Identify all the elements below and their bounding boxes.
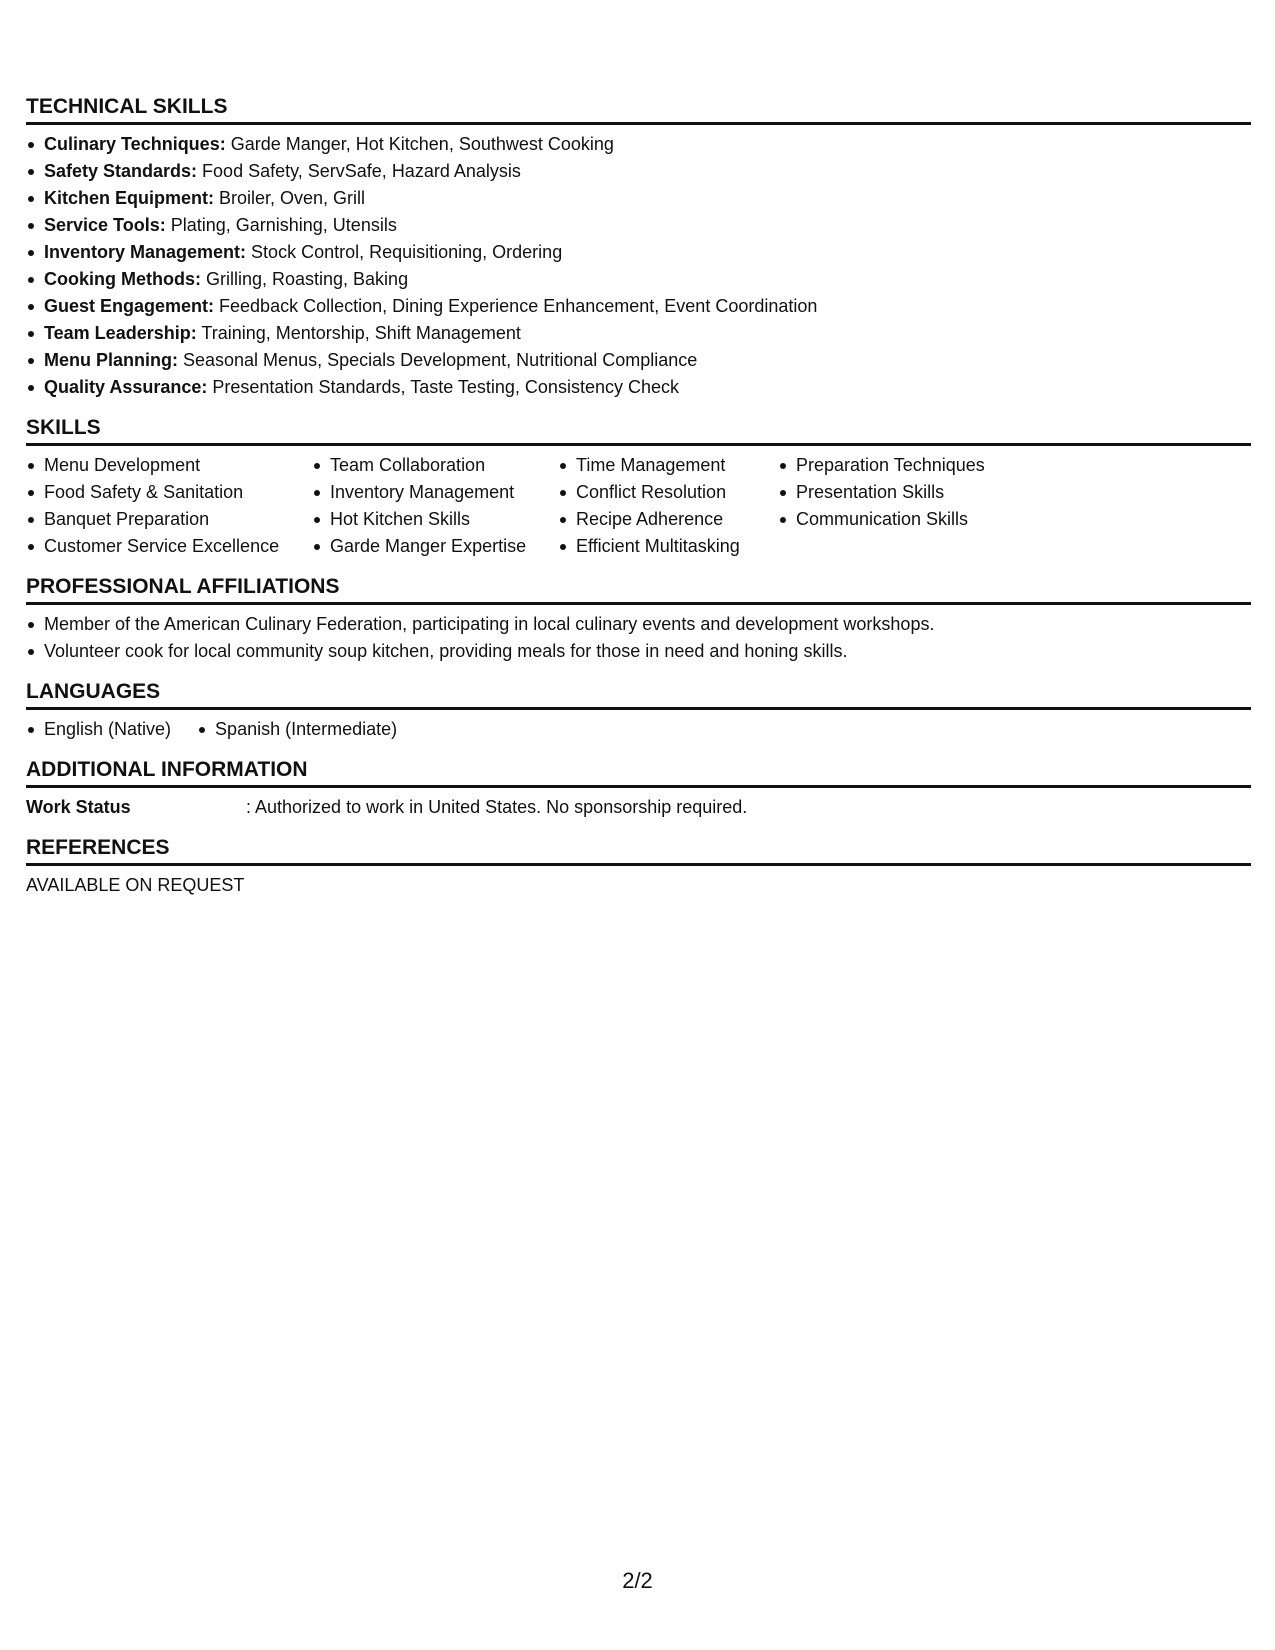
list-item: Inventory Management: [312, 479, 558, 506]
list-item: Member of the American Culinary Federation, participating in local culinary events and development workshops.: [26, 611, 1251, 638]
skill-category: Kitchen Equipment:: [44, 188, 214, 208]
list-item: Spanish (Intermediate): [197, 716, 397, 743]
list-item: [26, 131, 1251, 158]
skills-grid: [26, 452, 1251, 560]
list-item: [26, 320, 1251, 347]
list-item: Customer Service Excellence: [26, 533, 312, 560]
skill-category: Guest Engagement:: [44, 296, 215, 316]
list-item: Communication Skills: [778, 506, 1038, 533]
languages-list: [26, 716, 1251, 743]
skills-column-1: [26, 452, 312, 560]
affiliations-list: [26, 611, 1251, 665]
skill-values: Presentation Standards, Taste Testing, Consistency Check: [207, 377, 679, 397]
affiliations-heading: PROFESSIONAL AFFILIATIONS: [26, 574, 1251, 605]
list-item: Food Safety & Sanitation: [26, 479, 312, 506]
list-item: Conflict Resolution: [558, 479, 778, 506]
list-item: [26, 185, 1251, 212]
skill-values: Food Safety, ServSafe, Hazard Analysis: [197, 161, 521, 181]
languages-section: [26, 679, 1251, 743]
skills-column-2: [312, 452, 558, 560]
technical-skills-list: [26, 131, 1251, 401]
resume-page: [26, 94, 1251, 913]
skill-values: Stock Control, Requisitioning, Ordering: [246, 242, 563, 262]
skill-values: Broiler, Oven, Grill: [214, 188, 366, 208]
work-status-label: Work Status: [26, 797, 131, 817]
technical-skills-section: [26, 94, 1251, 401]
skills-column-4: [778, 452, 1038, 560]
list-item: Presentation Skills: [778, 479, 1038, 506]
skills-section: [26, 415, 1251, 560]
skill-values: Plating, Garnishing, Utensils: [165, 215, 397, 235]
list-item: English (Native): [26, 716, 171, 743]
skill-category: Safety Standards:: [44, 161, 198, 181]
work-status-value: : Authorized to work in United States. No sponsorship required.: [246, 797, 748, 817]
technical-skills-heading: TECHNICAL SKILLS: [26, 94, 1251, 125]
references-text: AVAILABLE ON REQUEST: [26, 875, 245, 895]
list-item: Garde Manger Expertise: [312, 533, 558, 560]
skill-values: Feedback Collection, Dining Experience Enhancement, Event Coordination: [214, 296, 818, 316]
list-item: [26, 293, 1251, 320]
skill-category: Menu Planning:: [44, 350, 178, 370]
list-item: Menu Development: [26, 452, 312, 479]
list-item: Efficient Multitasking: [558, 533, 778, 560]
list-item: [26, 158, 1251, 185]
list-item: Team Collaboration: [312, 452, 558, 479]
list-item: Preparation Techniques: [778, 452, 1038, 479]
list-item: [26, 266, 1251, 293]
list-item: Volunteer cook for local community soup kitchen, providing meals for those in need and honing skills.: [26, 638, 1251, 665]
list-item: [26, 239, 1251, 266]
skill-values: Seasonal Menus, Specials Development, Nutritional Compliance: [178, 350, 698, 370]
list-item: Hot Kitchen Skills: [312, 506, 558, 533]
skill-values: Garde Manger, Hot Kitchen, Southwest Cooking: [225, 134, 614, 154]
skill-category: Quality Assurance:: [44, 377, 208, 397]
skills-column-3: [558, 452, 778, 560]
page-number: 2/2: [622, 1568, 653, 1593]
references-heading: REFERENCES: [26, 835, 1251, 866]
list-item: [26, 347, 1251, 374]
list-item: Recipe Adherence: [558, 506, 778, 533]
list-item: Banquet Preparation: [26, 506, 312, 533]
additional-info-heading: ADDITIONAL INFORMATION: [26, 757, 1251, 788]
skill-values: Grilling, Roasting, Baking: [200, 269, 409, 289]
references-section: [26, 835, 1251, 899]
skill-values: Training, Mentorship, Shift Management: [196, 323, 521, 343]
affiliations-section: [26, 574, 1251, 665]
skill-category: Culinary Techniques:: [44, 134, 226, 154]
list-item: [26, 374, 1251, 401]
skill-category: Service Tools:: [44, 215, 166, 235]
list-item: [26, 212, 1251, 239]
additional-info-section: [26, 757, 1251, 821]
skills-heading: SKILLS: [26, 415, 1251, 446]
work-status-row: [26, 794, 1251, 821]
list-item: Time Management: [558, 452, 778, 479]
skill-category: Team Leadership:: [44, 323, 197, 343]
skill-category: Inventory Management:: [44, 242, 247, 262]
skill-category: Cooking Methods:: [44, 269, 201, 289]
languages-heading: LANGUAGES: [26, 679, 1251, 710]
